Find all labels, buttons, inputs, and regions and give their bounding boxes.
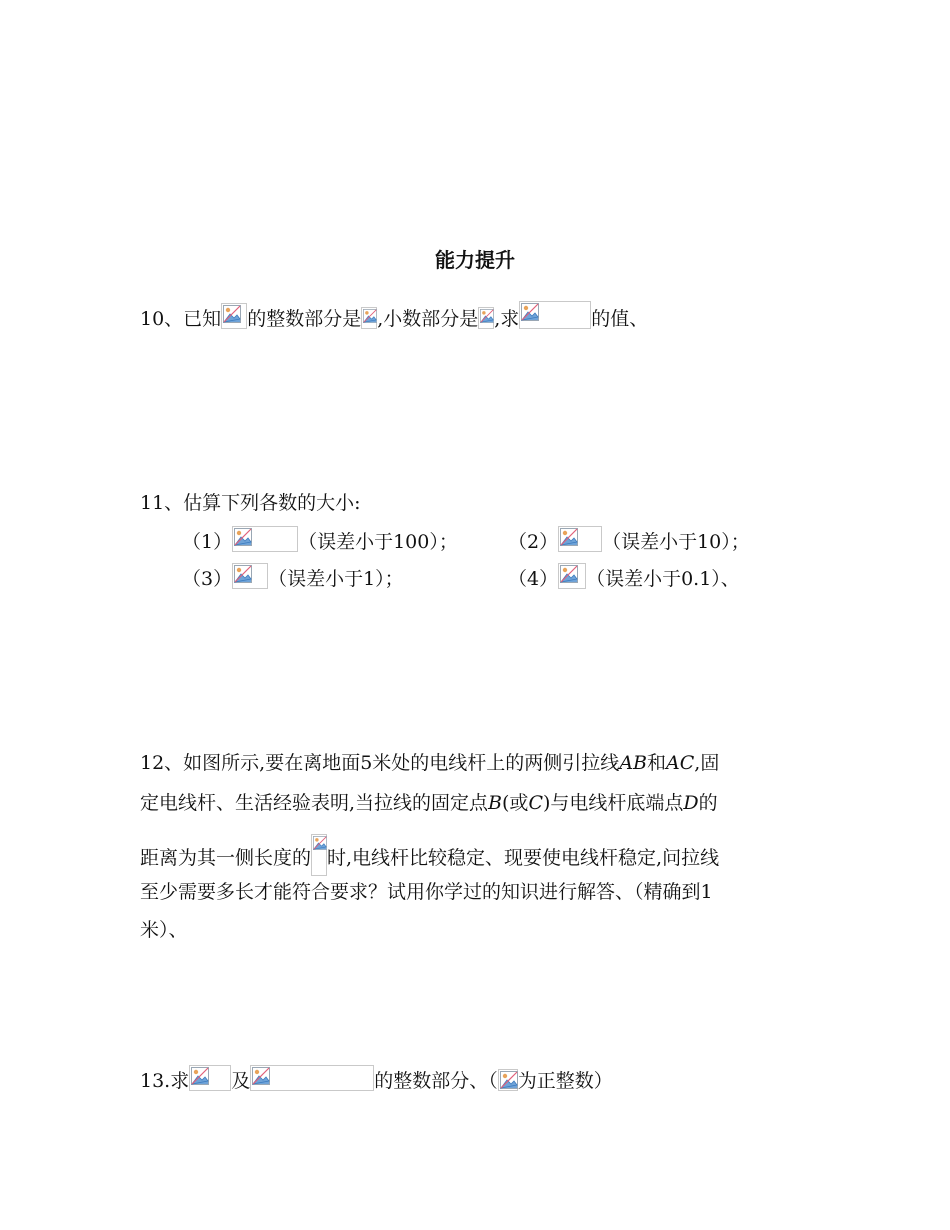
- broken-image-icon: [361, 307, 377, 329]
- question-13: 13.求 及 的整数部分、（ 为正整数）: [140, 1065, 613, 1094]
- question-10: 10、已知 的整数部分是 ,小数部分是 ,求 的值、: [140, 301, 648, 332]
- broken-image-icon: [558, 526, 602, 552]
- question-12-line-5: 米）、: [140, 919, 188, 941]
- broken-image-icon: [189, 1065, 231, 1091]
- broken-image-icon: [232, 563, 268, 589]
- question-11-part-4: （4） （误差小于0.1）、: [508, 563, 740, 591]
- question-12-line-2: 定电线杆、生活经验表明,当拉线的固定点B(或C)与电线杆底端点D的: [140, 792, 718, 814]
- broken-image-icon: [311, 834, 327, 876]
- broken-image-icon: [232, 526, 298, 552]
- question-12-line-1: 12、如图所示,要在离地面5米处的电线杆上的两侧引拉线AB和AC,固: [140, 752, 720, 774]
- broken-image-icon: [221, 303, 247, 329]
- question-12-line-4: 至少需要多长才能符合要求？试用你学过的知识进行解答、（精确到1: [140, 881, 713, 903]
- broken-image-icon: [519, 301, 591, 329]
- question-11-part-3: （3） （误差小于1）；: [182, 563, 404, 591]
- question-11-part-1: （1） （误差小于100）；: [182, 526, 458, 554]
- section-title: 能力提升: [435, 248, 515, 272]
- question-11-intro: 11、估算下列各数的大小:: [140, 492, 361, 514]
- broken-image-icon: [478, 307, 494, 329]
- broken-image-icon: [558, 563, 586, 589]
- broken-image-icon: [250, 1065, 374, 1091]
- question-11-part-2: （2） （误差小于10）；: [508, 526, 750, 554]
- broken-image-icon: [498, 1069, 518, 1091]
- question-12-line-3: 距离为其一侧长度的 时,电线杆比较稳定、现要使电线杆稳定,问拉线: [140, 834, 719, 876]
